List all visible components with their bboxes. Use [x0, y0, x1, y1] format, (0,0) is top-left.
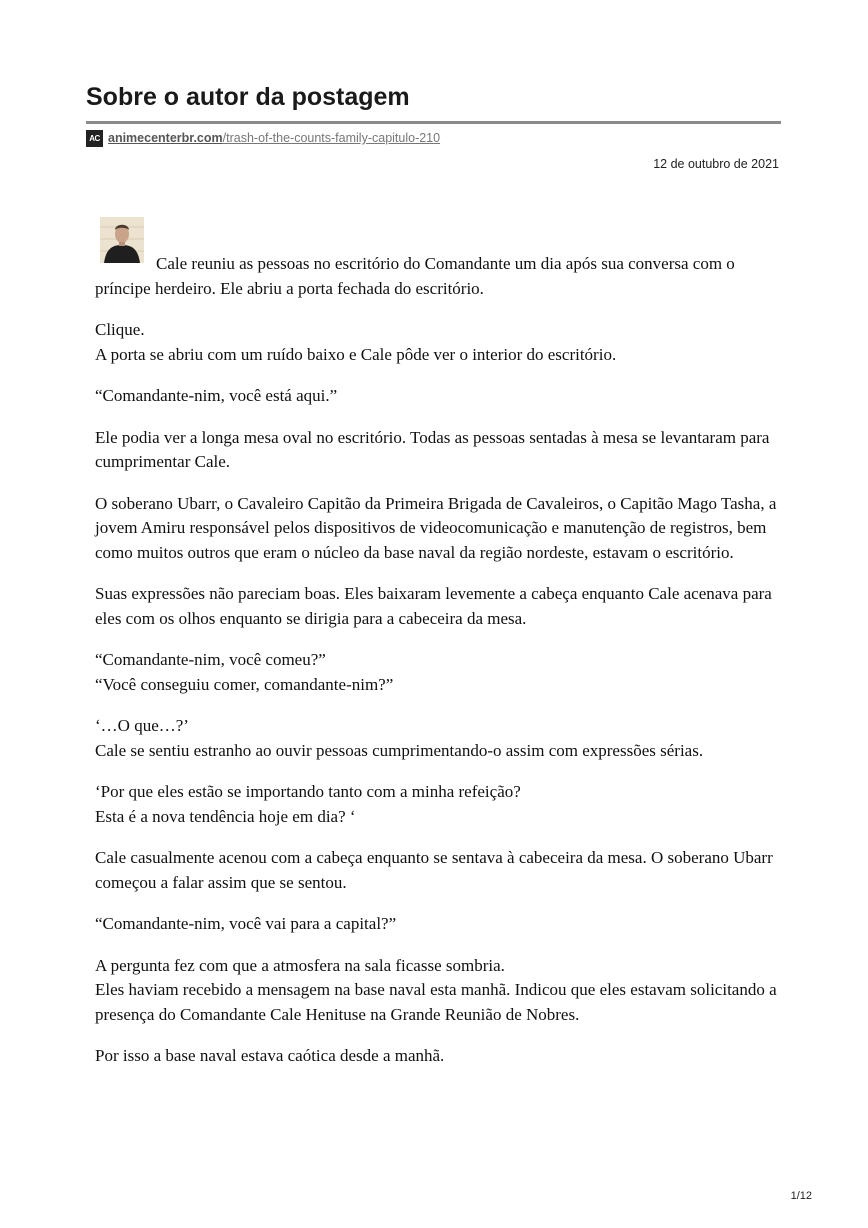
- paragraph-line: Cale casualmente acenou com a cabeça enquanto se sentava à cabeceira da mesa. O soberano Ubarr começou a falar assim que se sentou.: [95, 848, 773, 892]
- page-number: 1/12: [790, 1190, 812, 1202]
- paragraph-line: Ele podia ver a longa mesa oval no escritório. Todas as pessoas sentadas à mesa se levantaram para cumprimentar Cale.: [95, 427, 770, 471]
- paragraph: [95, 954, 785, 1028]
- paragraph-line: “Comandante-nim, você comeu?”: [95, 650, 326, 669]
- paragraph: [95, 912, 785, 937]
- paragraph-line: Esta é a nova tendência hoje em dia? ‘: [95, 806, 356, 826]
- paragraph: [95, 714, 785, 763]
- paragraph-line: Suas expressões não pareciam boas. Eles baixaram levemente a cabeça enquanto Cale acenava para eles com os olhos enquanto se dirigia para a cabeceira da mesa.: [95, 584, 772, 628]
- article-body: [95, 252, 785, 1086]
- paragraph: [95, 648, 785, 697]
- site-logo-icon: AC: [86, 130, 103, 147]
- source-domain-link[interactable]: animecenterbr.com: [108, 131, 223, 145]
- paragraph: [95, 384, 785, 409]
- title-divider: [86, 121, 781, 124]
- paragraph-line: “Comandante-nim, você vai para a capital?”: [95, 914, 397, 933]
- paragraph-line: O soberano Ubarr, o Cavaleiro Capitão da Primeira Brigada de Cavaleiros, o Capitão Mago Tasha, a jovem Amiru responsável pelos dispositivos de videocomunicação e manutenção de registros, bem como muitos outros que eram o núcleo da base naval da região nordeste, estavam o escritório.: [95, 493, 777, 562]
- paragraph: [95, 492, 785, 566]
- paragraph: [95, 846, 785, 895]
- paragraph: [95, 252, 785, 301]
- paragraph-line: “Comandante-nim, você está aqui.”: [95, 386, 338, 405]
- page-title: Sobre o autor da postagem: [86, 83, 410, 111]
- paragraph-line: A pergunta fez com que a atmosfera na sala ficasse sombria.: [95, 955, 505, 975]
- paragraph: [95, 780, 785, 829]
- paragraph-line: Cale reuniu as pessoas no escritório do Comandante um dia após sua conversa com o príncipe herdeiro. Ele abriu a porta fechada do escritório.: [95, 254, 735, 298]
- paragraph-line: Por isso a base naval estava caótica desde a manhã.: [95, 1046, 445, 1065]
- paragraph-line: ‘Por que eles estão se importando tanto com a minha refeição?: [95, 782, 521, 801]
- paragraph: [95, 426, 785, 475]
- paragraph: [95, 582, 785, 631]
- paragraph-line: Eles haviam recebido a mensagem na base naval esta manhã. Indicou que eles estavam solicitando a presença do Comandante Cale Henituse na Grande Reunião de Nobres.: [95, 980, 777, 1024]
- paragraph: [95, 318, 785, 367]
- paragraph-line: Cale se sentiu estranho ao ouvir pessoas cumprimentando-o assim com expressões sérias.: [95, 740, 704, 760]
- paragraph-line: A porta se abriu com um ruído baixo e Cale pôde ver o interior do escritório.: [95, 344, 617, 364]
- source-path-link[interactable]: /trash-of-the-counts-family-capitulo-210: [222, 131, 441, 145]
- paragraph-line: “Você conseguiu comer, comandante-nim?”: [95, 674, 394, 694]
- source-link[interactable]: [86, 129, 440, 147]
- post-date: 12 de outubro de 2021: [653, 157, 779, 171]
- paragraph: [95, 1044, 785, 1069]
- paragraph-line: Clique.: [95, 320, 145, 339]
- paragraph-line: ‘…O que…?’: [95, 716, 189, 735]
